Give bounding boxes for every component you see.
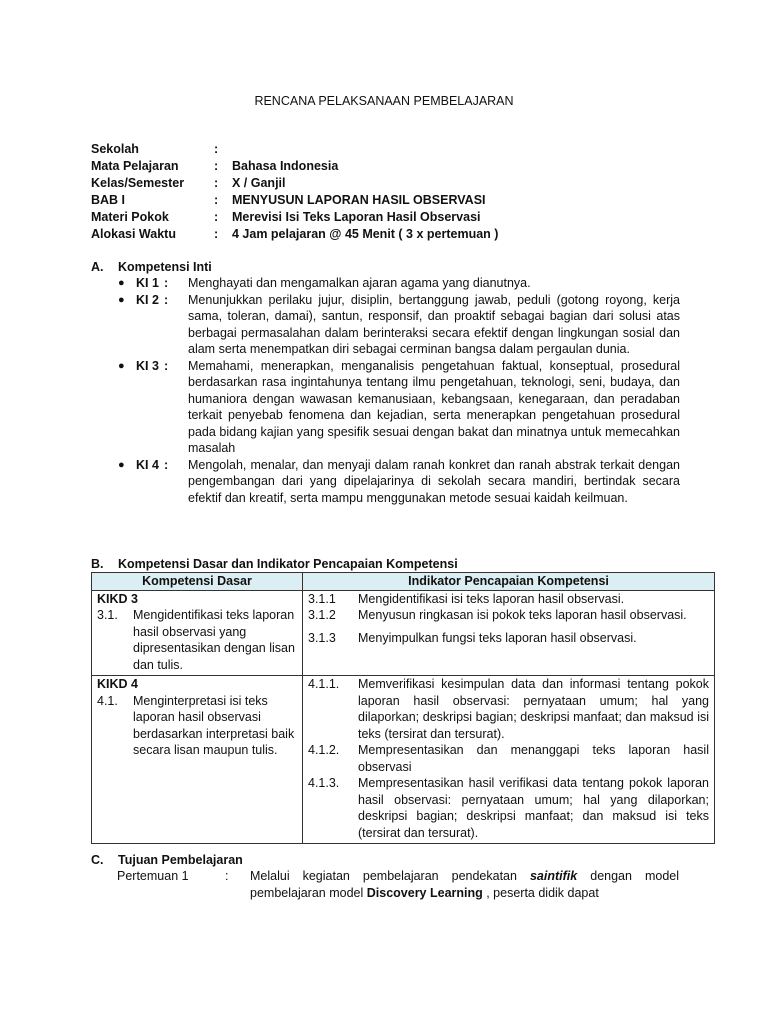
meta-row-mata-pelajaran	[91, 158, 498, 175]
meta-separator: :	[214, 227, 219, 241]
meta-label: Mata Pelajaran	[91, 159, 179, 173]
kompetensi-inti-list	[118, 275, 680, 506]
pertemuan-label: Pertemuan 1	[117, 869, 189, 883]
indicator-entry	[308, 630, 709, 647]
meta-value: X / Ganjil	[232, 176, 286, 190]
tujuan-saintifik: saintifik	[529, 869, 578, 883]
ki-text: Memahami, menerapkan, menganalisis pengetahuan faktual, konseptual, prosedural berdasarkan rasa ingintahunya tentang ilmu pengetahuan, teknologi, seni, budaya, dan humaniora dengan wawasan kemanusiaan, kebangsaan, kenegaraan, dan peradaban terkait penyebab fenomena dan kejadian, serta menerapkan pengetahuan prosedural pada bidang kajian yang spesifik sesuai dengan bakat dan minatnya untuk memecahkan masalah	[188, 358, 680, 455]
indicator-text: Menyusun ringkasan isi pokok teks laporan hasil observasi.	[358, 608, 687, 622]
meta-label: Kelas/Semester	[91, 176, 185, 190]
ki-label-text: KI 1	[136, 276, 159, 290]
bullet-icon: ●	[118, 458, 125, 471]
table-header-row	[92, 573, 715, 591]
column-header-indicator: Indikator Pencapaian Kompetensi	[303, 573, 715, 591]
table-row	[92, 676, 715, 844]
indicator-entry	[308, 775, 709, 841]
meta-value: MENYUSUN LAPORAN HASIL OBSERVASI	[232, 193, 486, 207]
meta-label: Alokasi Waktu	[91, 227, 176, 241]
meta-value: Bahasa Indonesia	[232, 159, 339, 173]
indicator-text: Menyimpulkan fungsi teks laporan hasil observasi.	[358, 630, 637, 645]
ki-text: Menunjukkan perilaku jujur, disiplin, bertanggung jawab, peduli (gotong royong, kerja sama, toleran, damai), santun, responsif, dan proaktif sebagai bagian dari solusi atas berbagai permasalahan dalam berinteraksi secara efektif dengan lingkungan sosial dan alam serta menempatkan diri sebagai cerminan bangsa dalam pergaulan dunia.	[188, 292, 680, 356]
meta-row-materi-pokok	[91, 209, 498, 226]
ki-colon: :	[163, 276, 169, 290]
document-title: RENCANA PELAKSANAAN PEMBELAJARAN	[254, 94, 514, 108]
kd-cell	[92, 676, 303, 844]
meta-row-kelas-semester	[91, 175, 498, 192]
meta-value: 4 Jam pelajaran @ 45 Menit ( 3 x pertemuan )	[232, 227, 499, 241]
identity-block	[91, 141, 498, 243]
indicator-cell	[303, 676, 715, 844]
indicator-text: Mempresentasikan hasil verifikasi data tentang pokok laporan hasil observasi: pernyataan umum; hal yang dilaporkan; deskripsi bagian; deskripsi manfaat; dan maksud isi teks (tersirat dan tersurat).	[358, 776, 709, 840]
bullet-icon: ●	[118, 293, 125, 306]
ki-label	[136, 358, 188, 457]
ki-item	[118, 457, 680, 507]
meta-row-alokasi-waktu	[91, 226, 498, 243]
indicator-entry	[308, 591, 709, 608]
section-b-heading	[91, 556, 458, 573]
indicator-text: Mengidentifikasi isi teks laporan hasil observasi.	[358, 591, 625, 606]
indicator-text: Memverifikasi kesimpulan data dan informasi tentang pokok laporan hasil observasi: pernyataan umum; hal yang dilaporkan; deskripsi bagian; deskripsi manfaat; dan maksud isi teks (tersirat dan tersurat).	[358, 677, 709, 741]
ki-label-text: KI 4	[136, 457, 159, 472]
kikd-title: KIKD 3	[97, 591, 138, 606]
section-number: B.	[91, 557, 104, 571]
meta-value: Merevisi Isi Teks Laporan Hasil Observasi	[232, 210, 481, 224]
ki-item	[118, 275, 680, 292]
meta-label: Materi Pokok	[91, 210, 169, 224]
table-row	[92, 590, 715, 676]
tujuan-text-part: , peserta didik dapat	[482, 885, 599, 900]
kd-entry	[97, 607, 297, 673]
meta-row-bab	[91, 192, 498, 209]
ki-colon: :	[163, 292, 169, 307]
section-title: Kompetensi Inti	[118, 260, 212, 274]
indicator-number: 4.1.2.	[308, 743, 340, 757]
section-a-heading	[91, 259, 212, 276]
kd-indicator-table	[91, 572, 715, 844]
kd-number: 4.1.	[97, 693, 118, 708]
ki-item	[118, 292, 680, 358]
indicator-entry	[308, 742, 709, 775]
column-header-kd: Kompetensi Dasar	[92, 573, 303, 591]
tujuan-discovery-learning: Discovery Learning	[366, 885, 483, 900]
kd-cell	[92, 590, 303, 676]
indicator-entry	[308, 607, 709, 624]
indicator-number: 4.1.3.	[308, 776, 340, 790]
ki-colon: :	[163, 358, 169, 373]
tujuan-text-part: Melalui kegiatan pembelajaran pendekatan	[250, 869, 530, 883]
ki-text: Mengolah, menalar, dan menyaji dalam ranah konkret dan ranah abstrak terkait dengan pengembangan dari yang dipelajarinya di sekolah secara mandiri, bertindak secara efektif dan kreatif, serta mampu menggunakan metode sesuai kaidah keilmuan.	[188, 457, 680, 505]
indicator-number: 3.1.3	[308, 630, 336, 645]
indicator-text: Mempresentasikan dan menanggapi teks laporan hasil observasi	[358, 743, 709, 774]
meta-label: BAB I	[91, 193, 126, 207]
meta-separator: :	[214, 210, 219, 224]
pertemuan-separator: :	[225, 869, 229, 883]
ki-label	[136, 457, 188, 507]
ki-label	[136, 275, 188, 292]
indicator-cell	[303, 590, 715, 676]
meta-separator: :	[214, 193, 219, 207]
indicator-number: 3.1.1	[308, 591, 336, 606]
section-title: Tujuan Pembelajaran	[118, 853, 243, 867]
tujuan-text	[250, 868, 679, 901]
kd-text: Menginterpretasi isi teks laporan hasil observasi berdasarkan interpretasi baik secara lisan maupun tulis.	[133, 693, 295, 757]
meta-separator: :	[214, 159, 219, 173]
section-number: A.	[91, 260, 104, 274]
meta-label: Sekolah	[91, 142, 139, 156]
meta-separator: :	[214, 142, 219, 156]
ki-label-text: KI 2	[136, 292, 159, 307]
kikd-title: KIKD 4	[97, 677, 138, 691]
section-c-heading	[91, 852, 243, 869]
indicator-entry	[308, 676, 709, 742]
tujuan-pertemuan-1	[117, 868, 679, 901]
tujuan-text-part: dengan model pembelajaran model	[250, 869, 680, 900]
kd-text: Mengidentifikasi teks laporan hasil observasi yang dipresentasikan dengan lisan dan tulis.	[133, 608, 295, 672]
section-title: Kompetensi Dasar dan Indikator Pencapaian Kompetensi	[118, 557, 458, 571]
ki-label-text: KI 3	[136, 358, 159, 373]
kd-entry	[97, 693, 297, 759]
meta-row-sekolah	[91, 141, 498, 158]
indicator-number: 3.1.2	[308, 608, 336, 622]
bullet-icon: ●	[118, 359, 125, 372]
bullet-icon: ●	[118, 277, 125, 289]
ki-label	[136, 292, 188, 358]
indicator-number: 4.1.1.	[308, 677, 340, 691]
meta-separator: :	[214, 176, 219, 190]
section-number: C.	[91, 853, 104, 867]
ki-item	[118, 358, 680, 457]
ki-text: Menghayati dan mengamalkan ajaran agama yang dianutnya.	[188, 276, 531, 290]
ki-colon: :	[163, 457, 169, 472]
kd-number: 3.1.	[97, 608, 118, 622]
